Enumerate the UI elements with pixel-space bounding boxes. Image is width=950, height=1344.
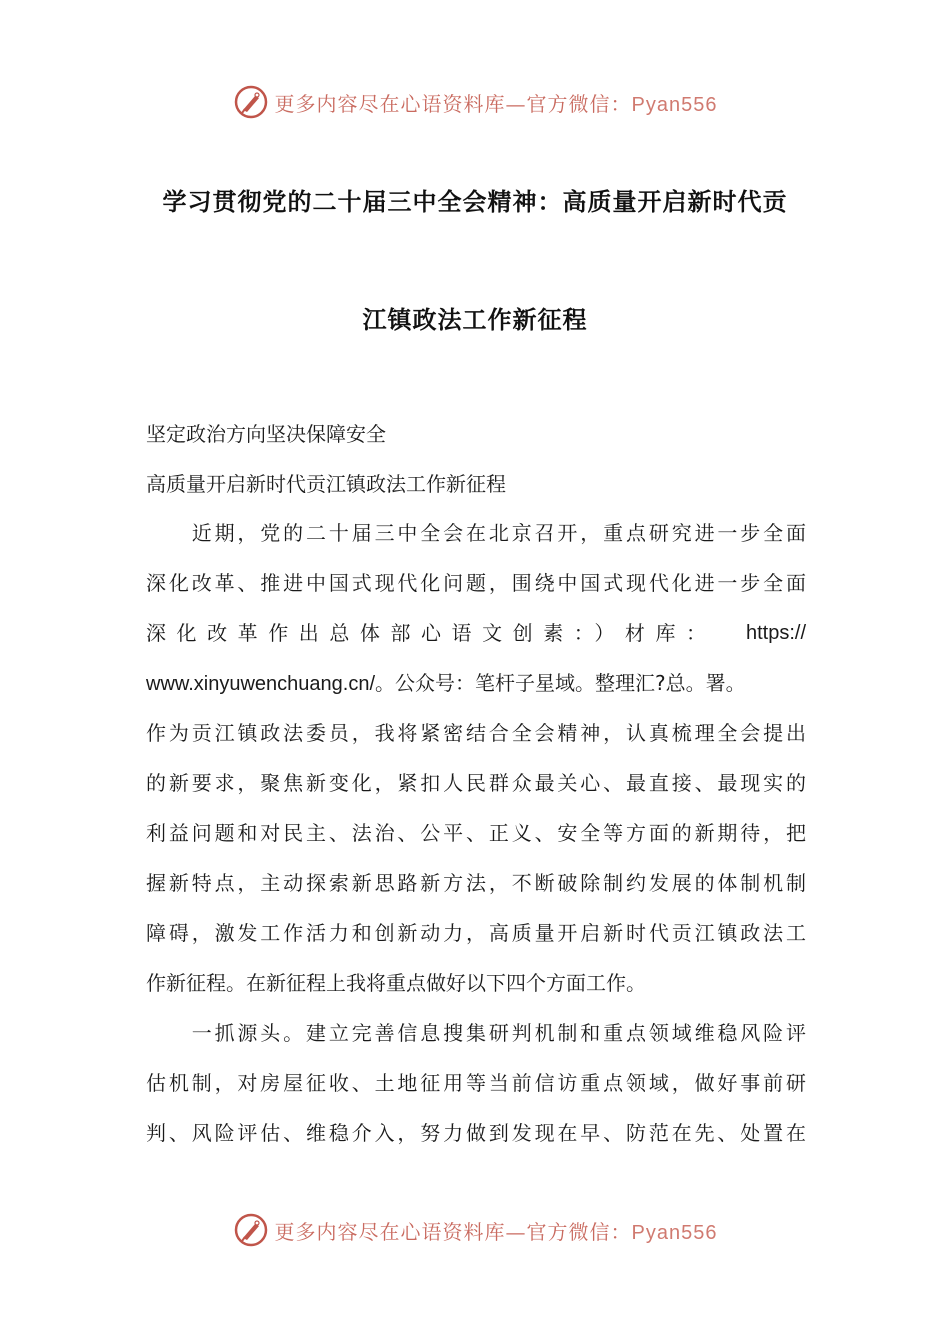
body-line-10: 作新征程。在新征程上我将重点做好以下四个方面工作。 <box>146 971 646 995</box>
pen-nib-logo-icon <box>233 1212 269 1248</box>
body-line-6: 的新要求，聚焦新变化，紧扣人民群众最关心、最直接、最现实的 <box>146 771 806 795</box>
body-line-11: 一抓源头。建立完善信息搜集研判机制和重点领域维稳风险评 <box>146 1021 806 1045</box>
body-line-3 <box>146 619 806 647</box>
body-line-4-text: 。公众号：笔杆子星域。整理汇?总。署。 <box>375 671 746 695</box>
subtitle-1: 坚定政治方向坚决保障安全 <box>146 422 386 446</box>
document-title-line-2: 江镇政法工作新征程 <box>362 306 588 334</box>
watermark-wechat-id: Pyan556 <box>631 1221 718 1244</box>
body-line-3-url: https:// <box>745 622 806 644</box>
watermark-wechat-id: Pyan556 <box>631 93 718 116</box>
watermark-header <box>0 82 950 122</box>
body-line-3-text: 深化改革作出总体部心语文创素：）材库： <box>146 621 706 645</box>
body-line-2: 深化改革、推进中国式现代化问题，围绕中国式现代化进一步全面 <box>146 571 806 595</box>
body-line-4 <box>146 669 806 698</box>
body-line-12: 估机制，对房屋征收、土地征用等当前信访重点领域，做好事前研 <box>146 1071 806 1095</box>
watermark-footer <box>0 1210 950 1250</box>
body-line-5: 作为贡江镇政法委员，我将紧密结合全会精神，认真梳理全会提出 <box>146 721 806 745</box>
document-title-line-1: 学习贯彻党的二十届三中全会精神：高质量开启新时代贡 <box>162 188 788 216</box>
body-line-7: 利益问题和对民主、法治、公平、正义、安全等方面的新期待，把 <box>146 821 806 845</box>
body-line-13: 判、风险评估、维稳介入，努力做到发现在早、防范在先、处置在 <box>146 1121 806 1145</box>
watermark-text: 更多内容尽在心语资料库—官方微信：Pyan556 <box>274 91 718 116</box>
pen-nib-logo-icon <box>233 84 269 120</box>
body-line-8: 握新特点，主动探索新思路新方法，不断破除制约发展的体制机制 <box>146 871 806 895</box>
body-line-1: 近期，党的二十届三中全会在北京召开，重点研究进一步全面 <box>146 521 806 545</box>
body-line-9: 障碍，激发工作活力和创新动力，高质量开启新时代贡江镇政法工 <box>146 921 806 945</box>
watermark-text: 更多内容尽在心语资料库—官方微信：Pyan556 <box>274 1219 718 1244</box>
subtitle-2: 高质量开启新时代贡江镇政法工作新征程 <box>146 472 506 496</box>
body-line-4-url: www.xinyuwenchuang.cn/ <box>146 673 376 695</box>
